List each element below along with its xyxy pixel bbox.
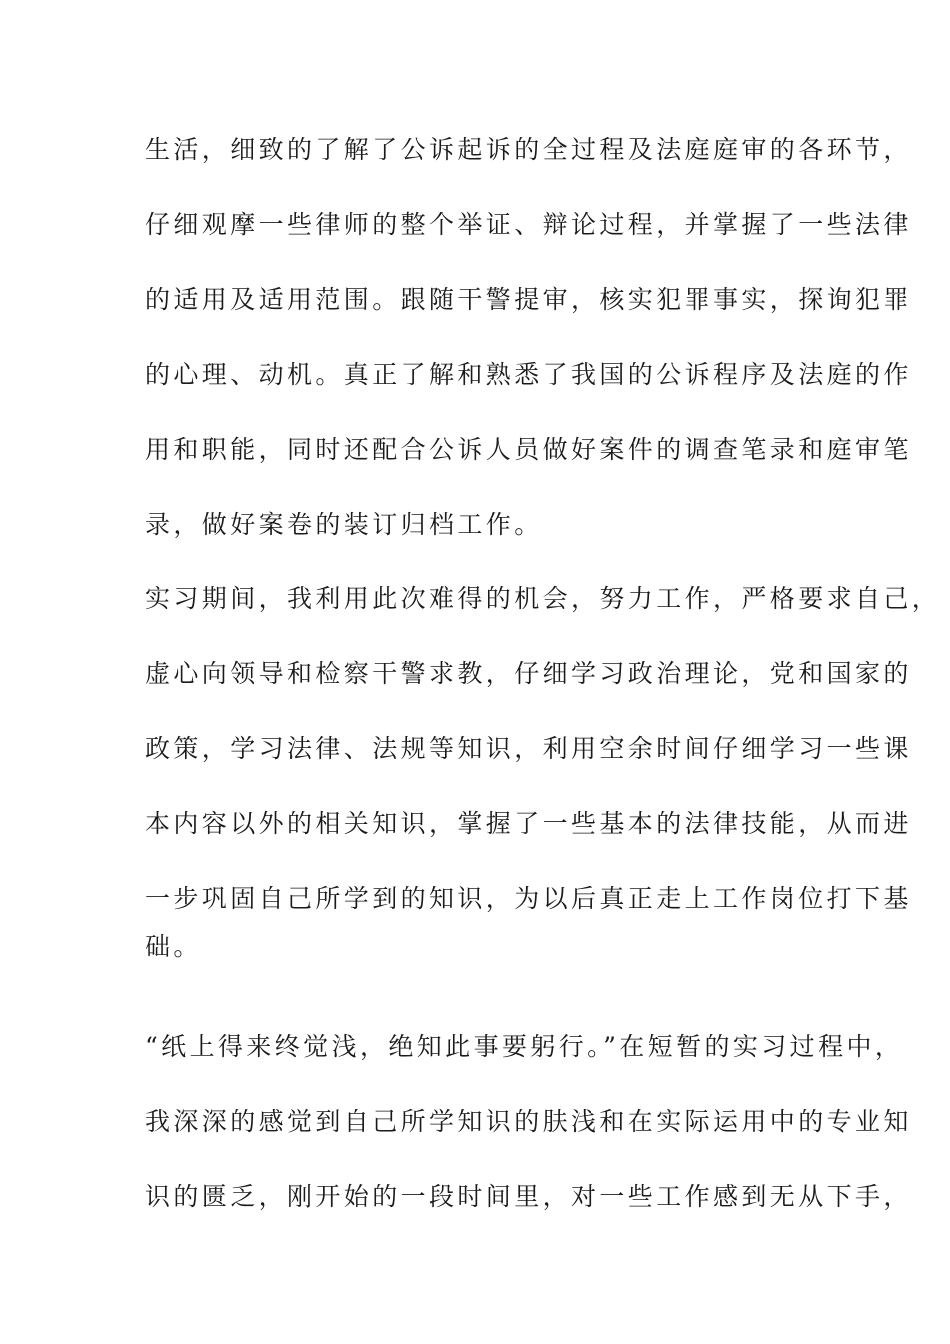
- text-line: 仔细观摩一些律师的整个举证、辩论过程，并掌握了一些法律: [145, 210, 912, 239]
- text-line: 生活，细致的了解了公诉起诉的全过程及法庭庭审的各环节，: [145, 135, 912, 164]
- text-line: “纸上得来终觉浅，绝知此事要躬行。”在短暂的实习过程中，: [145, 1032, 904, 1061]
- text-line: 录，做好案卷的装订归档工作。: [145, 510, 543, 539]
- text-line: 一步巩固自己所学到的知识，为以后真正走上工作岗位打下基: [145, 884, 912, 913]
- text-line: 的心理、动机。真正了解和熟悉了我国的公诉程序及法庭的作: [145, 360, 912, 389]
- text-line: 我深深的感觉到自己所学知识的肤浅和在实际运用中的专业知: [145, 1107, 912, 1136]
- text-line: 础。: [145, 932, 202, 961]
- text-line: 政策，学习法律、法规等知识，利用空余时间仔细学习一些课: [145, 734, 912, 763]
- text-line: 虚心向领导和检察干警求教，仔细学习政治理论，党和国家的: [145, 659, 912, 688]
- text-line: 识的匮乏，刚开始的一段时间里，对一些工作感到无从下手，: [145, 1182, 912, 1211]
- text-line: 用和职能，同时还配合公诉人员做好案件的调查笔录和庭审笔: [145, 435, 912, 464]
- text-line: 的适用及适用范围。跟随干警提审，核实犯罪事实，探询犯罪: [145, 285, 912, 314]
- text-line: 实习期间，我利用此次难得的机会，努力工作，严格要求自己，: [145, 584, 941, 613]
- text-line: 本内容以外的相关知识，掌握了一些基本的法律技能，从而进: [145, 809, 912, 838]
